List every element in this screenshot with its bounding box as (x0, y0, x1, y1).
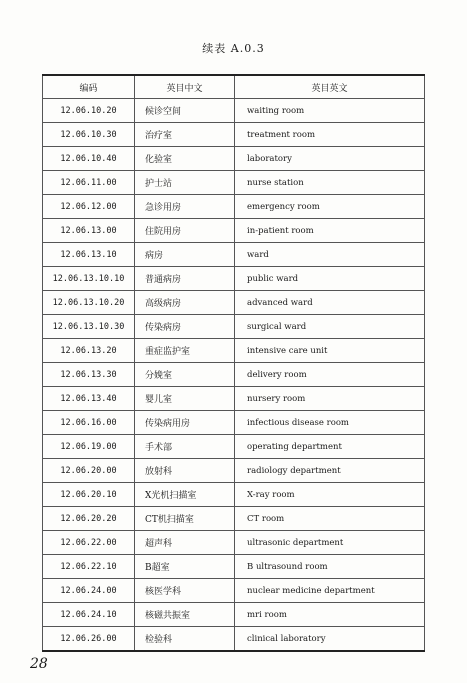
table-row (43, 435, 425, 459)
cell-english: advanced ward (235, 291, 425, 315)
table-row (43, 147, 425, 171)
cell-chinese: 急诊用房 (135, 195, 235, 219)
cell-english: operating department (235, 435, 425, 459)
cell-chinese: 婴儿室 (135, 387, 235, 411)
table-row (43, 387, 425, 411)
cell-english: X-ray room (235, 483, 425, 507)
table-row (43, 411, 425, 435)
table-row (43, 291, 425, 315)
cell-code: 12.06.13.10.10 (43, 267, 135, 291)
cell-chinese: 检验科 (135, 627, 235, 652)
cell-chinese: 治疗室 (135, 123, 235, 147)
header-chinese: 英目中文 (135, 75, 235, 99)
cell-chinese: 手术部 (135, 435, 235, 459)
table-row (43, 603, 425, 627)
cell-chinese: 护士站 (135, 171, 235, 195)
cell-english: nurse station (235, 171, 425, 195)
page-number: 28 (30, 656, 48, 672)
cell-chinese: 住院用房 (135, 219, 235, 243)
cell-english: CT room (235, 507, 425, 531)
table-row (43, 555, 425, 579)
table-row (43, 459, 425, 483)
table-row (43, 507, 425, 531)
cell-english: surgical ward (235, 315, 425, 339)
cell-code: 12.06.11.00 (43, 171, 135, 195)
cell-code: 12.06.24.10 (43, 603, 135, 627)
cell-english: ward (235, 243, 425, 267)
cell-chinese: B超室 (135, 555, 235, 579)
table-header-row (43, 75, 425, 99)
table-row (43, 99, 425, 123)
cell-english: nursery room (235, 387, 425, 411)
data-table-container (42, 74, 424, 646)
cell-chinese: 化验室 (135, 147, 235, 171)
cell-code: 12.06.20.00 (43, 459, 135, 483)
table-row (43, 171, 425, 195)
cell-chinese: X光机扫描室 (135, 483, 235, 507)
cell-code: 12.06.13.00 (43, 219, 135, 243)
cell-code: 12.06.16.00 (43, 411, 135, 435)
cell-english: ultrasonic department (235, 531, 425, 555)
cell-english: clinical laboratory (235, 627, 425, 652)
cell-english: treatment room (235, 123, 425, 147)
table-row (43, 267, 425, 291)
cell-code: 12.06.20.20 (43, 507, 135, 531)
cell-chinese: 候诊空间 (135, 99, 235, 123)
cell-code: 12.06.12.00 (43, 195, 135, 219)
table-row (43, 315, 425, 339)
header-english: 英目英文 (235, 75, 425, 99)
header-code: 编码 (43, 75, 135, 99)
table-row (43, 363, 425, 387)
table-body (43, 99, 425, 652)
table-row (43, 531, 425, 555)
cell-english: intensive care unit (235, 339, 425, 363)
cell-chinese: 重症监护室 (135, 339, 235, 363)
cell-english: in-patient room (235, 219, 425, 243)
cell-english: infectious disease room (235, 411, 425, 435)
cell-chinese: 超声科 (135, 531, 235, 555)
table-row (43, 627, 425, 652)
cell-code: 12.06.10.20 (43, 99, 135, 123)
cell-english: public ward (235, 267, 425, 291)
cell-chinese: CT机扫描室 (135, 507, 235, 531)
cell-code: 12.06.13.10 (43, 243, 135, 267)
cell-code: 12.06.13.40 (43, 387, 135, 411)
cell-chinese: 高级病房 (135, 291, 235, 315)
table-row (43, 243, 425, 267)
cell-code: 12.06.24.00 (43, 579, 135, 603)
cell-code: 12.06.19.00 (43, 435, 135, 459)
cell-chinese: 核磁共振室 (135, 603, 235, 627)
cell-code: 12.06.13.10.30 (43, 315, 135, 339)
cell-chinese: 核医学科 (135, 579, 235, 603)
cell-code: 12.06.13.30 (43, 363, 135, 387)
table-row (43, 483, 425, 507)
cell-code: 12.06.13.20 (43, 339, 135, 363)
table-row (43, 195, 425, 219)
cell-english: laboratory (235, 147, 425, 171)
cell-english: B ultrasound room (235, 555, 425, 579)
cell-english: delivery room (235, 363, 425, 387)
data-table (42, 74, 425, 652)
cell-chinese: 病房 (135, 243, 235, 267)
cell-code: 12.06.26.00 (43, 627, 135, 652)
cell-code: 12.06.13.10.20 (43, 291, 135, 315)
cell-code: 12.06.20.10 (43, 483, 135, 507)
cell-code: 12.06.22.10 (43, 555, 135, 579)
table-row (43, 579, 425, 603)
table-row (43, 123, 425, 147)
table-row (43, 219, 425, 243)
cell-english: waiting room (235, 99, 425, 123)
cell-code: 12.06.10.30 (43, 123, 135, 147)
cell-english: radiology department (235, 459, 425, 483)
cell-chinese: 普通病房 (135, 267, 235, 291)
cell-chinese: 传染病房 (135, 315, 235, 339)
cell-chinese: 分娩室 (135, 363, 235, 387)
table-row (43, 339, 425, 363)
cell-english: nuclear medicine department (235, 579, 425, 603)
cell-code: 12.06.22.00 (43, 531, 135, 555)
cell-chinese: 传染病用房 (135, 411, 235, 435)
cell-code: 12.06.10.40 (43, 147, 135, 171)
table-title: 续表 A.0.3 (202, 42, 265, 55)
cell-chinese: 放射科 (135, 459, 235, 483)
cell-english: mri room (235, 603, 425, 627)
cell-english: emergency room (235, 195, 425, 219)
